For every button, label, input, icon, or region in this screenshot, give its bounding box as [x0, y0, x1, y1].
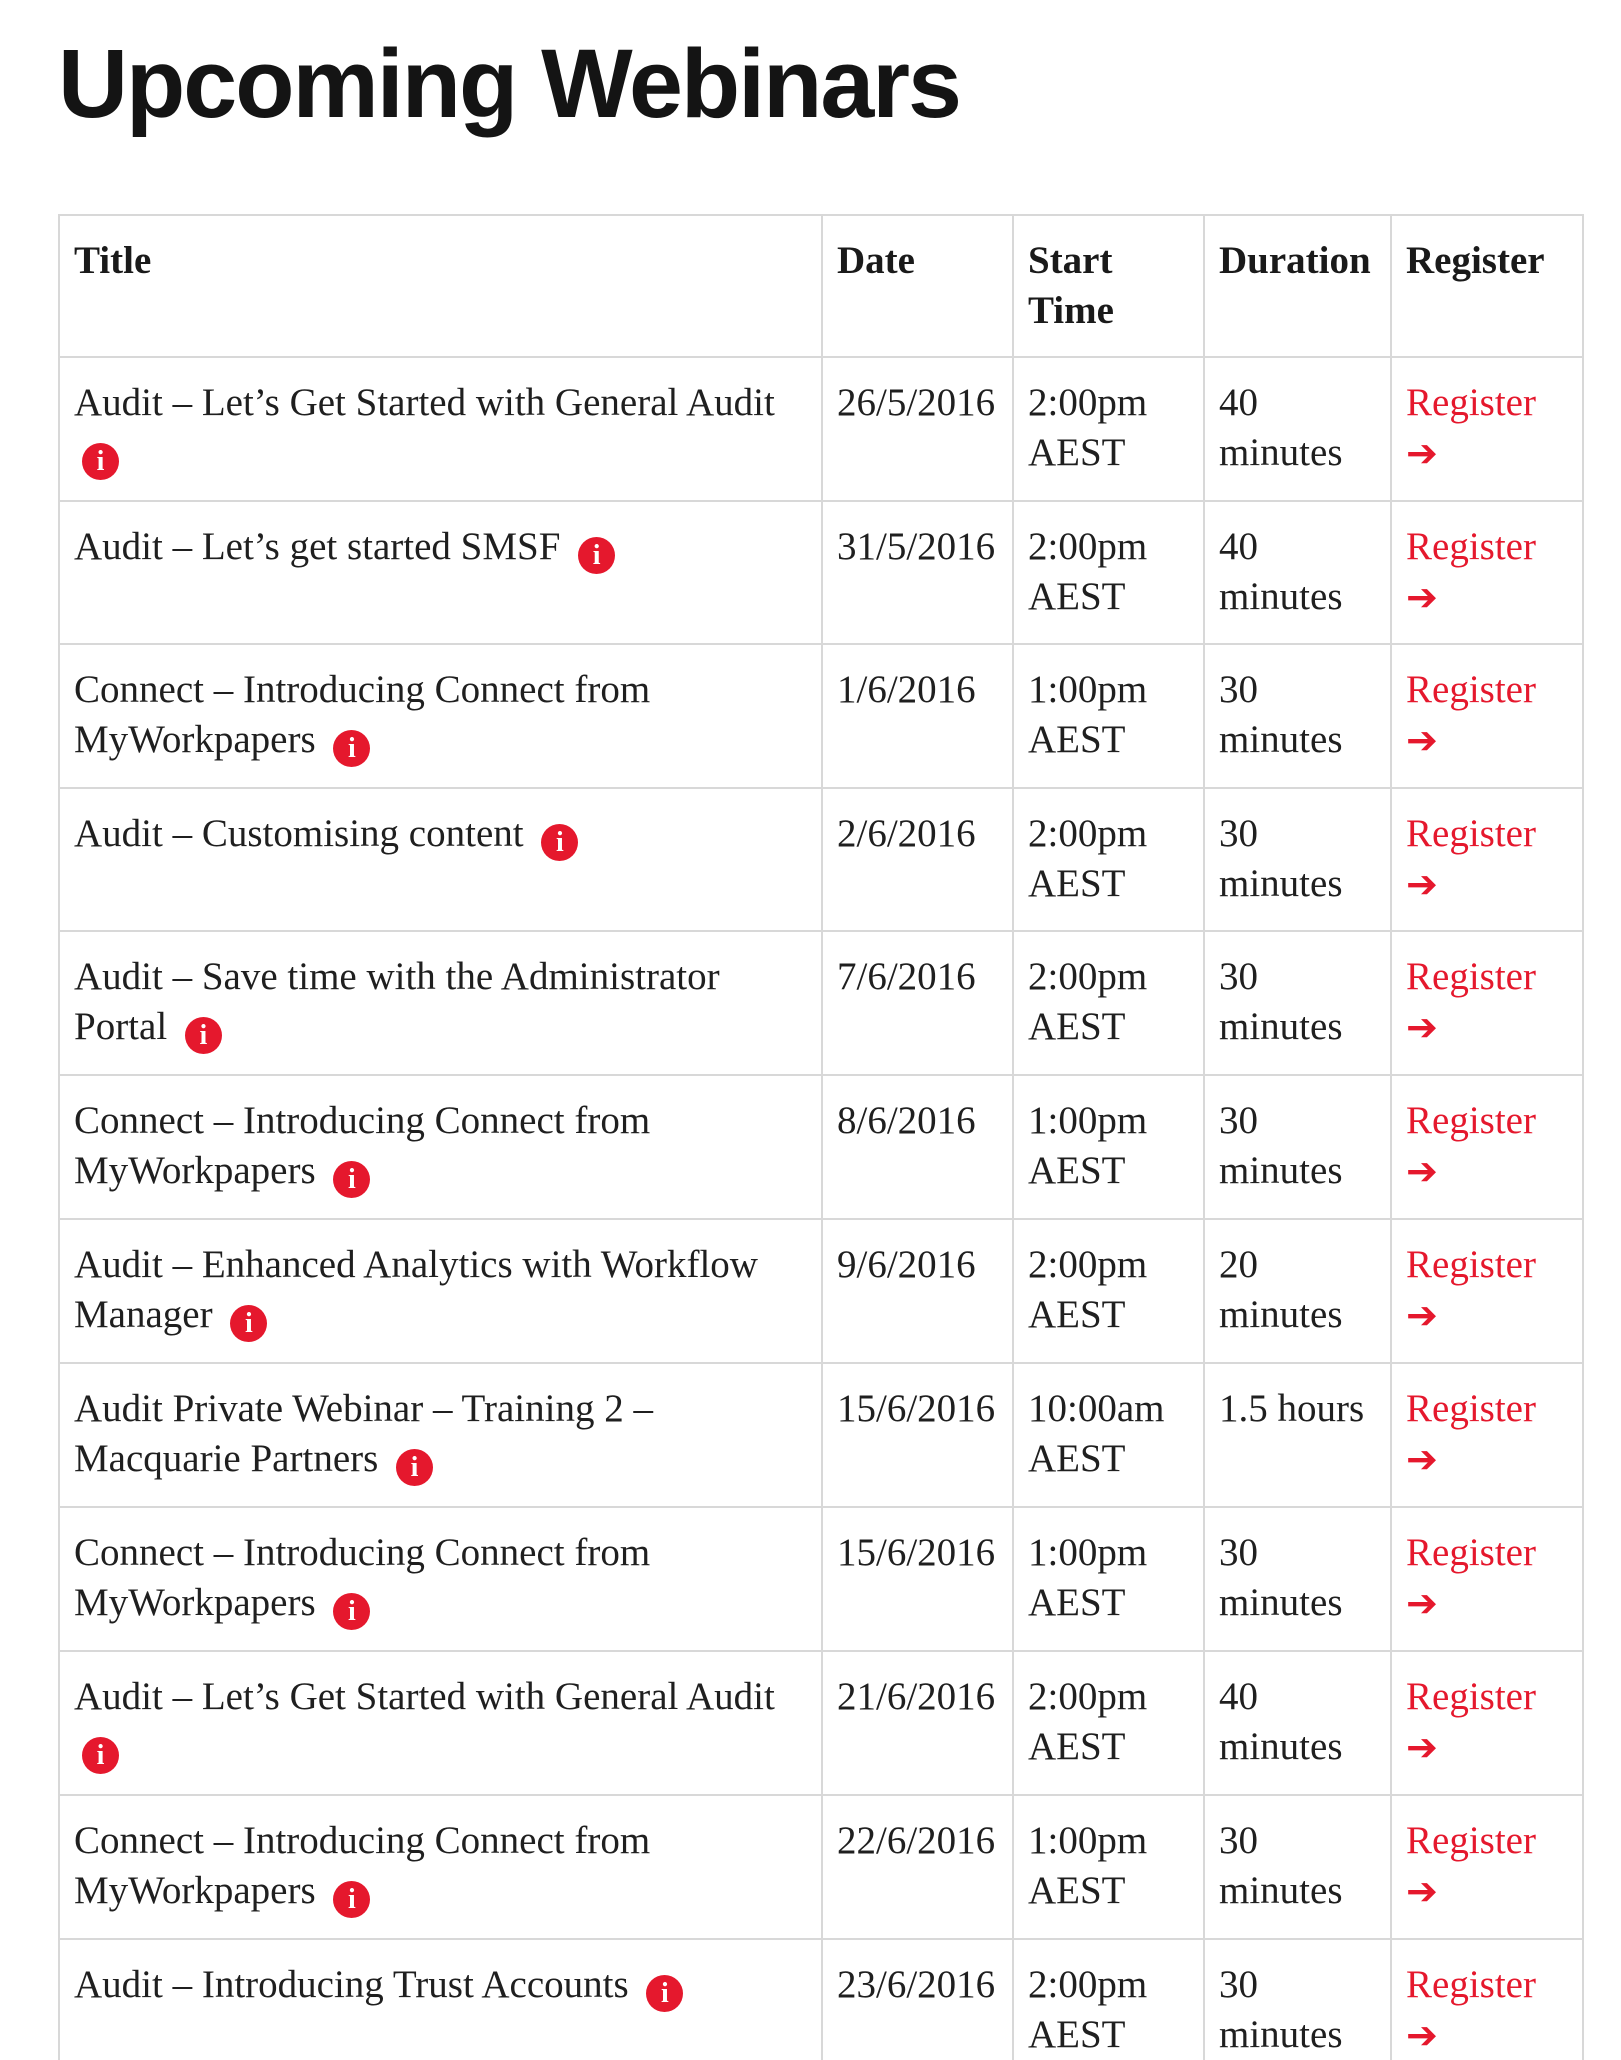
webinar-duration: 1.5 hours — [1204, 1363, 1391, 1507]
webinar-start-time: 2:00pm AEST — [1013, 1219, 1204, 1363]
register-link[interactable] — [1406, 1243, 1536, 1337]
register-cell — [1391, 788, 1583, 931]
register-link[interactable] — [1406, 1099, 1536, 1193]
register-link[interactable] — [1406, 955, 1536, 1049]
register-link[interactable] — [1406, 1819, 1536, 1913]
webinar-duration: 40 minutes — [1204, 1651, 1391, 1795]
webinar-duration: 40 minutes — [1204, 357, 1391, 501]
webinar-title: Audit – Let’s Get Started with General Audit — [74, 1675, 775, 1718]
arrow-right-icon: ➔ — [1406, 718, 1438, 762]
register-label: Register — [1406, 1675, 1536, 1718]
webinar-title: Audit – Let’s get started SMSF — [74, 525, 561, 568]
table-row — [59, 644, 1583, 788]
webinar-start-time: 1:00pm AEST — [1013, 1507, 1204, 1651]
upcoming-webinars-table — [58, 214, 1584, 2060]
register-cell — [1391, 1219, 1583, 1363]
arrow-right-icon: ➔ — [1406, 1005, 1438, 1049]
info-icon[interactable]: i — [82, 443, 119, 480]
webinar-date: 7/6/2016 — [822, 931, 1013, 1075]
table-row — [59, 1651, 1583, 1795]
register-cell — [1391, 1795, 1583, 1939]
table-row — [59, 788, 1583, 931]
col-header-start-time: Start Time — [1013, 215, 1204, 357]
webinar-start-time: 2:00pm AEST — [1013, 931, 1204, 1075]
webinar-rows — [59, 357, 1583, 2060]
webinar-title-cell — [59, 1939, 822, 2060]
webinar-start-time: 2:00pm AEST — [1013, 501, 1204, 644]
webinar-date: 21/6/2016 — [822, 1651, 1013, 1795]
info-icon[interactable]: i — [185, 1017, 222, 1054]
webinar-start-time: 2:00pm AEST — [1013, 1939, 1204, 2060]
table-row — [59, 1795, 1583, 1939]
arrow-right-icon: ➔ — [1406, 1581, 1438, 1625]
register-cell — [1391, 1075, 1583, 1219]
table-row — [59, 1363, 1583, 1507]
info-icon[interactable]: i — [646, 1975, 683, 2012]
register-cell — [1391, 1939, 1583, 2060]
col-header-duration: Duration — [1204, 215, 1391, 357]
info-icon[interactable]: i — [333, 1881, 370, 1918]
register-label: Register — [1406, 1819, 1536, 1862]
register-link[interactable] — [1406, 1675, 1536, 1769]
webinar-title-cell — [59, 357, 822, 501]
register-link[interactable] — [1406, 381, 1536, 475]
page-title: Upcoming Webinars — [58, 29, 960, 138]
webinar-date: 26/5/2016 — [822, 357, 1013, 501]
register-link[interactable] — [1406, 1387, 1536, 1481]
register-label: Register — [1406, 1531, 1536, 1574]
webinar-start-time: 2:00pm AEST — [1013, 788, 1204, 931]
webinar-duration: 30 minutes — [1204, 1507, 1391, 1651]
register-label: Register — [1406, 955, 1536, 998]
webinar-duration: 20 minutes — [1204, 1219, 1391, 1363]
register-label: Register — [1406, 812, 1536, 855]
webinar-title: Audit – Introducing Trust Accounts — [74, 1963, 629, 2006]
table-row — [59, 1219, 1583, 1363]
webinar-title-cell — [59, 644, 822, 788]
webinar-date: 9/6/2016 — [822, 1219, 1013, 1363]
arrow-right-icon: ➔ — [1406, 1293, 1438, 1337]
info-icon[interactable]: i — [82, 1737, 119, 1774]
webinar-date: 23/6/2016 — [822, 1939, 1013, 2060]
table-row — [59, 931, 1583, 1075]
webinar-title: Audit Private Webinar – Training 2 – Macquarie Partners — [74, 1387, 653, 1480]
webinar-title-cell — [59, 1651, 822, 1795]
register-cell — [1391, 644, 1583, 788]
register-label: Register — [1406, 1963, 1536, 2006]
header-row — [59, 215, 1583, 357]
col-header-register: Register — [1391, 215, 1583, 357]
webinar-duration: 30 minutes — [1204, 931, 1391, 1075]
register-label: Register — [1406, 668, 1536, 711]
webinar-date: 1/6/2016 — [822, 644, 1013, 788]
webinar-start-time: 2:00pm AEST — [1013, 1651, 1204, 1795]
webinar-date: 22/6/2016 — [822, 1795, 1013, 1939]
webinar-start-time: 1:00pm AEST — [1013, 1075, 1204, 1219]
arrow-right-icon: ➔ — [1406, 575, 1438, 619]
register-cell — [1391, 1507, 1583, 1651]
register-cell — [1391, 931, 1583, 1075]
webinar-title: Audit – Enhanced Analytics with Workflow Manager — [74, 1243, 758, 1336]
webinar-date: 15/6/2016 — [822, 1507, 1013, 1651]
table-row — [59, 357, 1583, 501]
webinar-title: Connect – Introducing Connect from MyWorkpapers — [74, 668, 651, 761]
register-link[interactable] — [1406, 525, 1536, 619]
webinar-title-cell — [59, 1075, 822, 1219]
register-label: Register — [1406, 1243, 1536, 1286]
register-label: Register — [1406, 525, 1536, 568]
info-icon[interactable]: i — [333, 1161, 370, 1198]
info-icon[interactable]: i — [333, 730, 370, 767]
webinar-date: 31/5/2016 — [822, 501, 1013, 644]
webinar-start-time: 10:00am AEST — [1013, 1363, 1204, 1507]
info-icon[interactable]: i — [541, 824, 578, 861]
register-cell — [1391, 1651, 1583, 1795]
webinar-title: Connect – Introducing Connect from MyWorkpapers — [74, 1819, 651, 1912]
webinar-title-cell — [59, 1507, 822, 1651]
register-link[interactable] — [1406, 668, 1536, 762]
register-link[interactable] — [1406, 1963, 1536, 2057]
register-label: Register — [1406, 1099, 1536, 1142]
register-label: Register — [1406, 1387, 1536, 1430]
webinar-title-cell — [59, 931, 822, 1075]
webinar-duration: 30 minutes — [1204, 1075, 1391, 1219]
col-header-date: Date — [822, 215, 1013, 357]
webinar-duration: 30 minutes — [1204, 644, 1391, 788]
webinar-title-cell — [59, 501, 822, 644]
webinar-title: Connect – Introducing Connect from MyWorkpapers — [74, 1099, 651, 1192]
arrow-right-icon: ➔ — [1406, 1725, 1438, 1769]
webinar-title-cell — [59, 1219, 822, 1363]
webinar-title-cell — [59, 1363, 822, 1507]
register-label: Register — [1406, 381, 1536, 424]
register-link[interactable] — [1406, 1531, 1536, 1625]
webinar-title: Audit – Customising content — [74, 812, 524, 855]
webinar-start-time: 1:00pm AEST — [1013, 1795, 1204, 1939]
arrow-right-icon: ➔ — [1406, 1869, 1438, 1913]
webinar-date: 2/6/2016 — [822, 788, 1013, 931]
webinar-title: Audit – Let’s Get Started with General Audit — [74, 381, 775, 424]
webinar-start-time: 1:00pm AEST — [1013, 644, 1204, 788]
col-header-title: Title — [59, 215, 822, 357]
webinar-title: Connect – Introducing Connect from MyWorkpapers — [74, 1531, 651, 1624]
register-cell — [1391, 357, 1583, 501]
register-cell — [1391, 501, 1583, 644]
table-row — [59, 1507, 1583, 1651]
arrow-right-icon: ➔ — [1406, 862, 1438, 906]
info-icon[interactable]: i — [396, 1449, 433, 1486]
webinar-date: 8/6/2016 — [822, 1075, 1013, 1219]
arrow-right-icon: ➔ — [1406, 1437, 1438, 1481]
table-row — [59, 501, 1583, 644]
webinar-start-time: 2:00pm AEST — [1013, 357, 1204, 501]
table-row — [59, 1075, 1583, 1219]
arrow-right-icon: ➔ — [1406, 1149, 1438, 1193]
webinar-title: Audit – Save time with the Administrator Portal — [74, 955, 720, 1048]
webinar-title-cell — [59, 788, 822, 931]
info-icon[interactable]: i — [333, 1593, 370, 1630]
register-cell — [1391, 1363, 1583, 1507]
arrow-right-icon: ➔ — [1406, 431, 1438, 475]
info-icon[interactable]: i — [578, 537, 615, 574]
arrow-right-icon: ➔ — [1406, 2013, 1438, 2057]
info-icon[interactable]: i — [230, 1305, 267, 1342]
webinar-title-cell — [59, 1795, 822, 1939]
webinar-duration: 30 minutes — [1204, 1939, 1391, 2060]
webinar-duration: 30 minutes — [1204, 1795, 1391, 1939]
table-row — [59, 1939, 1583, 2060]
webinar-duration: 30 minutes — [1204, 788, 1391, 931]
webinar-duration: 40 minutes — [1204, 501, 1391, 644]
webinar-date: 15/6/2016 — [822, 1363, 1013, 1507]
register-link[interactable] — [1406, 812, 1536, 906]
